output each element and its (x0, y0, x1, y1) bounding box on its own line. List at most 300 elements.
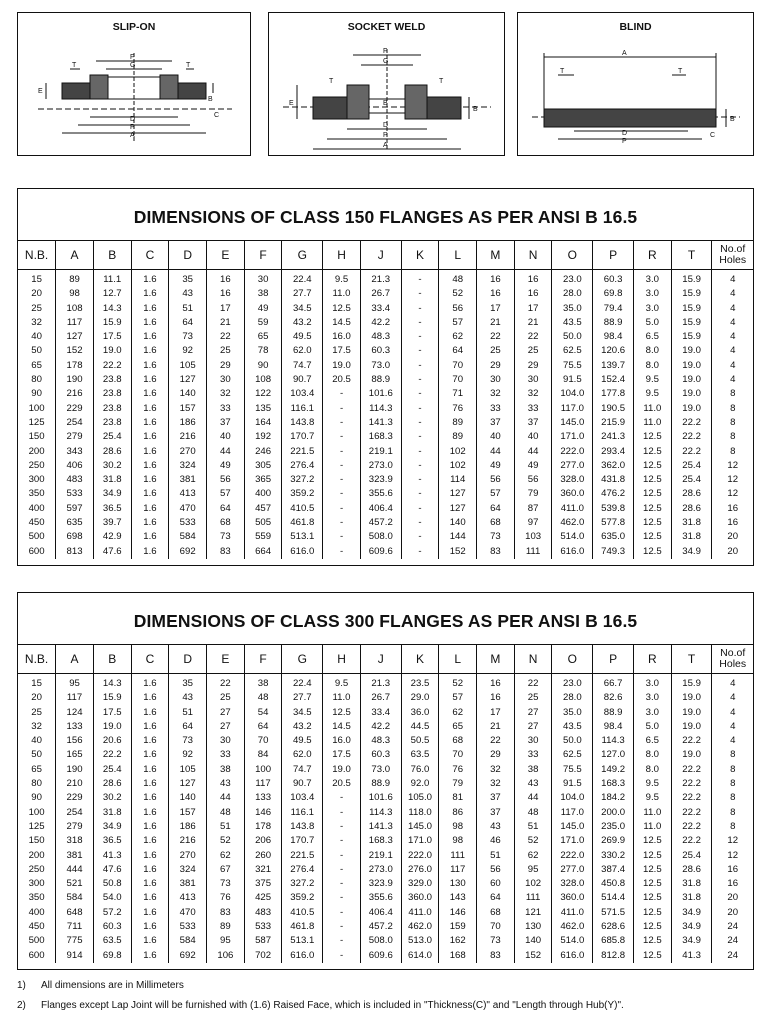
svg-text:T: T (329, 78, 334, 85)
table-cell: 330.2 (593, 849, 634, 863)
table-cell: 19.0 (671, 706, 712, 720)
table-row (18, 674, 753, 692)
table-cell: 17.5 (323, 748, 361, 762)
table-cell: 222.0 (552, 849, 593, 863)
table-cell: 75.5 (552, 763, 593, 777)
table-cell: 4 (730, 288, 736, 300)
svg-text:C: C (214, 112, 220, 119)
table-cell: 16 (727, 517, 739, 529)
table-cell: 52 (439, 287, 477, 301)
table-cell: 41.3 (671, 949, 712, 963)
table-cell: 1.6 (131, 820, 169, 834)
slip-on-diagram (18, 13, 252, 157)
column-header: N (514, 645, 552, 674)
table-cell: 470 (169, 906, 207, 920)
table-cell: 1.6 (131, 934, 169, 948)
table-cell: 8 (730, 402, 736, 414)
table-cell: 152 (439, 545, 477, 559)
table-cell: - (323, 473, 361, 487)
table-cell: 22.2 (93, 359, 131, 373)
table-cell: 22 (514, 674, 552, 692)
table-cell: 9.5 (323, 674, 361, 692)
table-cell: 323.9 (360, 877, 401, 891)
table-cell: 16 (514, 287, 552, 301)
table-cell: 8.0 (634, 748, 672, 762)
table-cell: 3.0 (634, 674, 672, 692)
table-cell: 50.8 (93, 877, 131, 891)
table-cell: - (401, 502, 439, 516)
table-cell: - (401, 487, 439, 501)
table-cell: 69.8 (93, 949, 131, 963)
table-cell: 73 (169, 330, 207, 344)
table-cell: 152 (514, 949, 552, 963)
table-cell: - (401, 373, 439, 387)
table-header-row (18, 241, 753, 270)
table-cell: - (323, 906, 361, 920)
table-cell: 406.4 (360, 906, 401, 920)
table-cell: 23.0 (552, 270, 593, 288)
slip-on-figure (17, 12, 251, 156)
table-cell: 95 (207, 934, 245, 948)
table-cell: 19.0 (323, 359, 361, 373)
note-2 (17, 996, 757, 1016)
table-cell: 40 (18, 330, 56, 344)
table-cell: 11.1 (93, 270, 131, 288)
table-cell: 51 (207, 820, 245, 834)
table-cell: 90 (18, 387, 56, 401)
table-cell: 1.6 (131, 891, 169, 905)
figure-title: BLIND (619, 21, 652, 33)
table-cell: 62.5 (552, 748, 593, 762)
table-cell: 12.5 (323, 302, 361, 316)
table-cell: 83 (207, 906, 245, 920)
table-cell: - (323, 891, 361, 905)
table-cell: 3.0 (634, 302, 672, 316)
socket-weld-figure (268, 12, 505, 156)
table-cell: 200 (18, 849, 56, 863)
table-cell: 305 (244, 459, 282, 473)
table-cell: 24 (727, 921, 739, 933)
table-row (18, 849, 753, 863)
table-cell: 62 (439, 706, 477, 720)
table-cell: 54 (244, 706, 282, 720)
table-cell: 135 (244, 402, 282, 416)
svg-text:B: B (208, 96, 213, 103)
table-cell: 102 (439, 459, 477, 473)
table-cell: 59 (244, 316, 282, 330)
table-cell: 16 (514, 270, 552, 288)
table-cell: 56 (207, 473, 245, 487)
table-cell: 73 (169, 734, 207, 748)
table-row (18, 402, 753, 416)
table-cell: 1.6 (131, 473, 169, 487)
table-cell: - (323, 949, 361, 963)
table-cell: 5.0 (634, 720, 672, 734)
table-cell: 20 (727, 531, 739, 543)
table-cell: 276.4 (282, 863, 323, 877)
socket-weld-diagram (269, 13, 506, 157)
table-cell: 37 (477, 416, 515, 430)
svg-text:B: B (383, 100, 388, 107)
table-cell: - (323, 820, 361, 834)
table-cell: - (401, 545, 439, 559)
table-cell: 133 (244, 791, 282, 805)
table-cell: 190.5 (593, 402, 634, 416)
table-cell: - (401, 270, 439, 288)
table-cell: - (401, 516, 439, 530)
table-cell: - (323, 849, 361, 863)
table-row (18, 934, 753, 948)
table-cell: 914 (56, 949, 94, 963)
blind-figure (517, 12, 754, 156)
table-cell: 57 (477, 487, 515, 501)
table-cell: 431.8 (593, 473, 634, 487)
table-cell: 117 (439, 863, 477, 877)
table-cell: 483 (56, 473, 94, 487)
table-cell: 12.5 (634, 459, 672, 473)
table-cell: 50 (18, 344, 56, 358)
table-cell: - (401, 359, 439, 373)
table-cell: 1.6 (131, 791, 169, 805)
table-cell: 25 (18, 302, 56, 316)
table-cell: 15 (18, 674, 56, 692)
table-cell: 4 (730, 316, 736, 328)
table-cell: 22.2 (93, 748, 131, 762)
table-cell: 47.6 (93, 545, 131, 559)
table-cell: 483 (244, 906, 282, 920)
table-cell: 159 (439, 920, 477, 934)
table-cell: 30 (207, 734, 245, 748)
table-cell: 571.5 (593, 906, 634, 920)
table-cell: 117.0 (552, 806, 593, 820)
table-cell: 17.5 (93, 330, 131, 344)
column-header: J (360, 241, 401, 270)
note-number: 1) (17, 980, 26, 991)
table-cell: 12.5 (634, 949, 672, 963)
table-cell: 521 (56, 877, 94, 891)
table-cell: 246 (244, 445, 282, 459)
table-cell: 98 (439, 834, 477, 848)
table-cell: - (401, 287, 439, 301)
svg-text:F: F (383, 48, 388, 55)
table-cell: 33.4 (360, 302, 401, 316)
table-cell: 178 (56, 359, 94, 373)
table-cell: 20 (727, 545, 739, 557)
table-cell: 65 (18, 763, 56, 777)
table-cell: 57 (207, 487, 245, 501)
table-cell: - (323, 387, 361, 401)
table-cell: 41.3 (93, 849, 131, 863)
table-cell: 219.1 (360, 445, 401, 459)
table-cell: 98 (56, 287, 94, 301)
note-number: 2) (17, 1000, 26, 1011)
table-cell: 57 (439, 316, 477, 330)
table-cell: 150 (18, 834, 56, 848)
table-cell: 23.8 (93, 373, 131, 387)
table-cell: 34.9 (671, 906, 712, 920)
table-row (18, 806, 753, 820)
table-cell: 12.5 (634, 877, 672, 891)
table-cell: 62 (439, 330, 477, 344)
table-cell: 83 (207, 545, 245, 559)
table-cell: 1.6 (131, 706, 169, 720)
table-cell: 360.0 (401, 891, 439, 905)
table-cell: 1.6 (131, 430, 169, 444)
table-cell: 476.2 (593, 487, 634, 501)
svg-text:G: G (130, 62, 136, 69)
table-cell: 15.9 (671, 302, 712, 316)
table-cell: 215.9 (593, 416, 634, 430)
table-cell: 508.0 (360, 530, 401, 544)
table-cell: 17 (477, 302, 515, 316)
table-cell: 8.0 (634, 344, 672, 358)
table-cell: 343 (56, 445, 94, 459)
table-cell: 812.8 (593, 949, 634, 963)
table-cell: 83 (477, 545, 515, 559)
table-cell: 105 (169, 763, 207, 777)
table-cell: 635 (56, 516, 94, 530)
table-cell: - (401, 402, 439, 416)
table-cell: 9.5 (634, 791, 672, 805)
table-cell: 411.0 (401, 906, 439, 920)
table-cell: 141.3 (360, 416, 401, 430)
table-cell: 30.2 (93, 791, 131, 805)
table-cell: 19.0 (671, 373, 712, 387)
table-cell: 539.8 (593, 502, 634, 516)
table-row (18, 545, 753, 559)
table-cell: 270 (169, 849, 207, 863)
table-cell: 40 (207, 430, 245, 444)
table-cell: 127 (439, 502, 477, 516)
svg-text:T: T (186, 62, 191, 69)
table-cell: 50.0 (552, 330, 593, 344)
table-cell: 270 (169, 445, 207, 459)
table-cell: 32 (18, 720, 56, 734)
table-cell: 15.9 (671, 316, 712, 330)
table-cell: 80 (18, 373, 56, 387)
table-cell: 116.1 (282, 402, 323, 416)
table-cell: 19.0 (671, 387, 712, 401)
svg-text:P: P (383, 132, 388, 139)
table-cell: 168.3 (593, 777, 634, 791)
table-cell: 11.0 (634, 416, 672, 430)
table-cell: - (323, 863, 361, 877)
table-cell: 43.2 (282, 720, 323, 734)
table-cell: 117 (244, 777, 282, 791)
table-cell: 4 (730, 692, 736, 704)
table-cell: 101.6 (360, 387, 401, 401)
table-cell: 1.6 (131, 387, 169, 401)
table-cell: 16 (207, 270, 245, 288)
table-cell: 1.6 (131, 270, 169, 288)
table-cell: 31.8 (93, 473, 131, 487)
table-cell: 4 (730, 706, 736, 718)
table-cell: 44.5 (401, 720, 439, 734)
table-cell: 1.6 (131, 530, 169, 544)
table-cell: 56 (477, 473, 515, 487)
table-cell: 1.6 (131, 691, 169, 705)
table-cell: 1.6 (131, 834, 169, 848)
table-cell: 406 (56, 459, 94, 473)
table-cell: 29 (477, 359, 515, 373)
table-cell: 1.6 (131, 763, 169, 777)
table-cell: 33 (207, 748, 245, 762)
table-cell: 360.0 (552, 891, 593, 905)
table-cell: 1.6 (131, 906, 169, 920)
table-cell: 21 (207, 316, 245, 330)
table-cell: 25 (18, 706, 56, 720)
table-row (18, 949, 753, 963)
table-row (18, 373, 753, 387)
table-cell: 100 (18, 402, 56, 416)
table-cell: 25 (514, 691, 552, 705)
table-cell: 12.5 (323, 706, 361, 720)
table-cell: 23.8 (93, 416, 131, 430)
table-cell: - (323, 416, 361, 430)
table-cell: 16 (477, 270, 515, 288)
table-cell: 49.5 (282, 330, 323, 344)
table-cell: 22.2 (671, 445, 712, 459)
table-cell: 43 (477, 820, 515, 834)
table-cell: 17.5 (93, 706, 131, 720)
table-cell: 20 (18, 287, 56, 301)
table-cell: 410.5 (282, 906, 323, 920)
table-cell: 38 (514, 763, 552, 777)
table-cell: 117 (56, 316, 94, 330)
table-cell: 168 (439, 949, 477, 963)
figure-title: SOCKET WELD (347, 21, 426, 33)
table-row (18, 473, 753, 487)
table-cell: 1.6 (131, 287, 169, 301)
svg-text:T: T (678, 68, 683, 75)
table-cell: 32 (477, 387, 515, 401)
column-header: R (634, 241, 672, 270)
svg-text:G: G (383, 58, 389, 65)
table-cell: 614.0 (401, 949, 439, 963)
table-cell: 359.2 (282, 487, 323, 501)
table-cell: 222.0 (552, 445, 593, 459)
table-cell: 15.9 (671, 287, 712, 301)
table-cell: 444 (56, 863, 94, 877)
table-cell: 362.0 (593, 459, 634, 473)
table-cell: 20 (727, 892, 739, 904)
table-cell: 6.5 (634, 734, 672, 748)
table-cell: 500 (18, 530, 56, 544)
table-cell: 37 (514, 416, 552, 430)
table-cell: 104.0 (552, 387, 593, 401)
table-cell: 8 (730, 792, 736, 804)
table-cell: 461.8 (282, 920, 323, 934)
table-cell: 17 (207, 302, 245, 316)
table-cell: 1.6 (131, 806, 169, 820)
table-cell: 140 (514, 934, 552, 948)
table-cell: 321 (244, 863, 282, 877)
table-cell: 22.2 (671, 806, 712, 820)
table-cell: 1.6 (131, 344, 169, 358)
table-cell: 178 (244, 820, 282, 834)
table-cell: 11.0 (634, 402, 672, 416)
table-row (18, 763, 753, 777)
table-cell: 117.0 (552, 402, 593, 416)
table-cell: 145.0 (401, 820, 439, 834)
table-row (18, 487, 753, 501)
table-cell: 4 (730, 274, 736, 285)
table-cell: 12.5 (634, 834, 672, 848)
table-cell: 22 (477, 330, 515, 344)
table-cell: 3.0 (634, 270, 672, 288)
table-cell: 36.5 (93, 502, 131, 516)
table-cell: 44 (207, 445, 245, 459)
table-cell: 250 (18, 863, 56, 877)
table-cell: - (401, 344, 439, 358)
table-cell: 91.5 (552, 373, 593, 387)
table-cell: 22.2 (671, 777, 712, 791)
table-cell: 114.3 (593, 734, 634, 748)
table-cell: 15.9 (671, 330, 712, 344)
table-cell: 150 (18, 430, 56, 444)
table-cell: 133 (56, 720, 94, 734)
table-cell: 15 (18, 270, 56, 288)
table-cell: 56 (439, 302, 477, 316)
table-cell: 30 (514, 373, 552, 387)
table-cell: 216 (56, 387, 94, 401)
svg-text:A: A (383, 142, 388, 149)
table-cell: 323.9 (360, 473, 401, 487)
table-cell: 48 (244, 691, 282, 705)
table-cell: 186 (169, 820, 207, 834)
table-cell: 165 (56, 748, 94, 762)
table-cell: 140 (169, 791, 207, 805)
table-cell: 25.4 (671, 459, 712, 473)
table-cell: 73.0 (360, 359, 401, 373)
table-cell: 79.4 (593, 302, 634, 316)
table-cell: 70 (477, 920, 515, 934)
table-cell: 1.6 (131, 487, 169, 501)
table-cell: 162 (439, 934, 477, 948)
table-cell: 300 (18, 877, 56, 891)
table-cell: 116.1 (282, 806, 323, 820)
table-header-row (18, 645, 753, 674)
table-cell: 88.9 (360, 777, 401, 791)
table-cell: 3.0 (634, 287, 672, 301)
table-cell: 241.3 (593, 430, 634, 444)
table-cell: 4 (730, 374, 736, 386)
table-row (18, 344, 753, 358)
table-cell: 63.5 (401, 748, 439, 762)
table-cell: 1.6 (131, 445, 169, 459)
table-cell: 15.9 (671, 674, 712, 692)
table-cell: 559 (244, 530, 282, 544)
table-cell: 210 (56, 777, 94, 791)
table-cell: 406.4 (360, 502, 401, 516)
table-cell: 1.6 (131, 302, 169, 316)
table-cell: 192 (244, 430, 282, 444)
table-cell: 8 (730, 431, 736, 443)
table-cell: 609.6 (360, 949, 401, 963)
table-cell: 4 (730, 678, 736, 689)
table-cell: 27.7 (282, 287, 323, 301)
table-cell: 164 (244, 416, 282, 430)
table-cell: 273.0 (360, 863, 401, 877)
table-cell: 44 (207, 791, 245, 805)
table-cell: 89 (439, 430, 477, 444)
blind-diagram (518, 13, 755, 157)
table-cell: 327.2 (282, 473, 323, 487)
table-cell: 43 (169, 287, 207, 301)
table-cell: 76 (439, 402, 477, 416)
table-cell: 64 (477, 891, 515, 905)
table-row (18, 387, 753, 401)
